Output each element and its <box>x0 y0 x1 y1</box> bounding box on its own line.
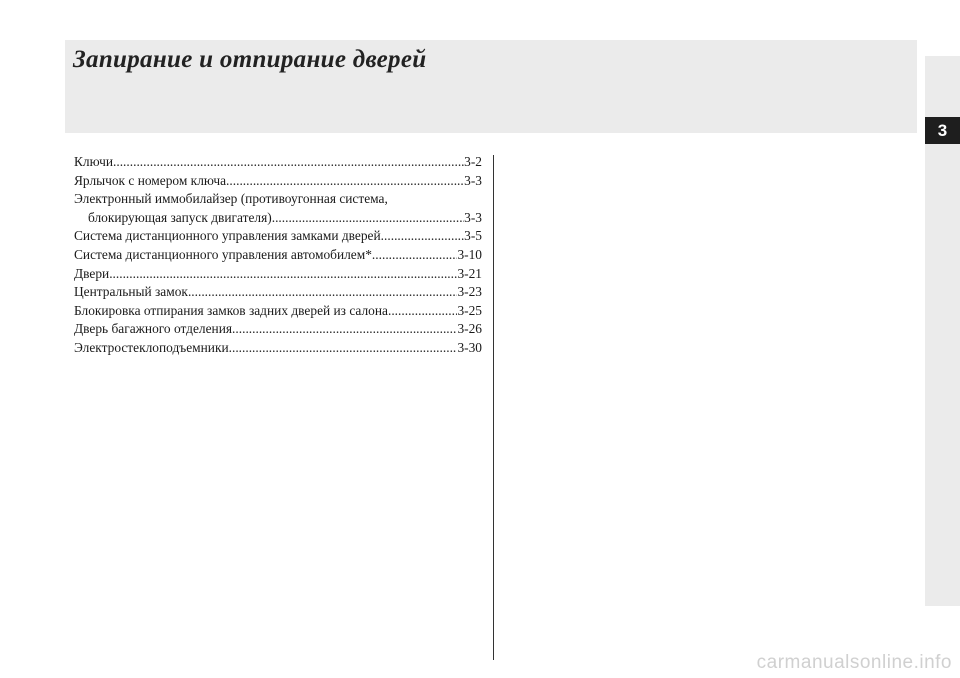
toc-entry-child-lock[interactable] <box>74 302 482 321</box>
toc-page-number: 3-3 <box>464 209 482 225</box>
toc-entry-label: блокирующая запуск двигателя) <box>88 209 272 225</box>
toc-leader-dots <box>388 302 457 321</box>
toc-page-number: 3-30 <box>457 339 482 355</box>
toc-entry-immobilizer-line2[interactable] <box>74 209 482 228</box>
toc-page-number: 3-10 <box>457 246 482 262</box>
toc-entry-central-lock[interactable] <box>74 283 482 302</box>
toc-page-number: 3-23 <box>457 284 482 300</box>
toc-leader-dots <box>372 246 458 265</box>
toc-entry-keys[interactable] <box>74 153 482 172</box>
chapter-title: Запирание и отпирание дверей <box>73 46 427 73</box>
toc-entry-label: Ключи <box>74 154 114 169</box>
toc-leader-dots <box>272 209 464 228</box>
toc-entry-label: Электростеклоподъемники <box>74 339 229 355</box>
toc-page-number: 3-26 <box>457 321 482 337</box>
chapter-header <box>65 40 917 133</box>
toc-entry-label: Двери <box>74 265 110 281</box>
toc-entry-label: Электронный иммобилайзер (противоугонная система, <box>74 191 388 207</box>
toc-entry-remote-vehicle-control[interactable] <box>74 246 482 265</box>
toc-leader-dots <box>226 172 464 191</box>
toc-leader-dots <box>109 265 457 284</box>
toc-entry-doors[interactable] <box>74 265 482 284</box>
toc-entry-remote-door-locks[interactable] <box>74 227 482 246</box>
toc-entry-label: Система дистанционного управления замками дверей <box>74 228 381 244</box>
toc-page-number: 3-25 <box>457 302 482 318</box>
toc-entry-tailgate[interactable] <box>74 320 482 339</box>
watermark: carmanualsonline.info <box>756 652 952 673</box>
toc-leader-dots <box>188 283 458 302</box>
table-of-contents <box>74 153 482 358</box>
toc-leader-dots <box>113 153 464 172</box>
chapter-number-badge: 3 <box>925 117 960 144</box>
toc-page-number: 3-3 <box>464 172 482 188</box>
toc-entry-power-windows[interactable] <box>74 339 482 358</box>
toc-page-number: 3-5 <box>464 228 482 244</box>
toc-page-number: 3-2 <box>464 154 482 169</box>
toc-entry-label: Блокировка отпирания замков задних дверей из салона <box>74 302 388 318</box>
toc-leader-dots <box>229 339 458 358</box>
toc-leader-dots <box>381 227 464 246</box>
toc-entry-key-tag[interactable] <box>74 172 482 191</box>
toc-entry-label: Ярлычок с номером ключа <box>74 172 227 188</box>
toc-entry-label: Дверь багажного отделения <box>74 321 233 337</box>
toc-entry-label: Система дистанционного управления автомобилем* <box>74 246 372 262</box>
toc-page-number: 3-21 <box>457 265 482 281</box>
toc-leader-dots <box>232 320 457 339</box>
toc-entry-immobilizer-line1[interactable] <box>74 190 482 209</box>
column-divider <box>493 155 494 660</box>
toc-entry-label: Центральный замок <box>74 284 188 300</box>
